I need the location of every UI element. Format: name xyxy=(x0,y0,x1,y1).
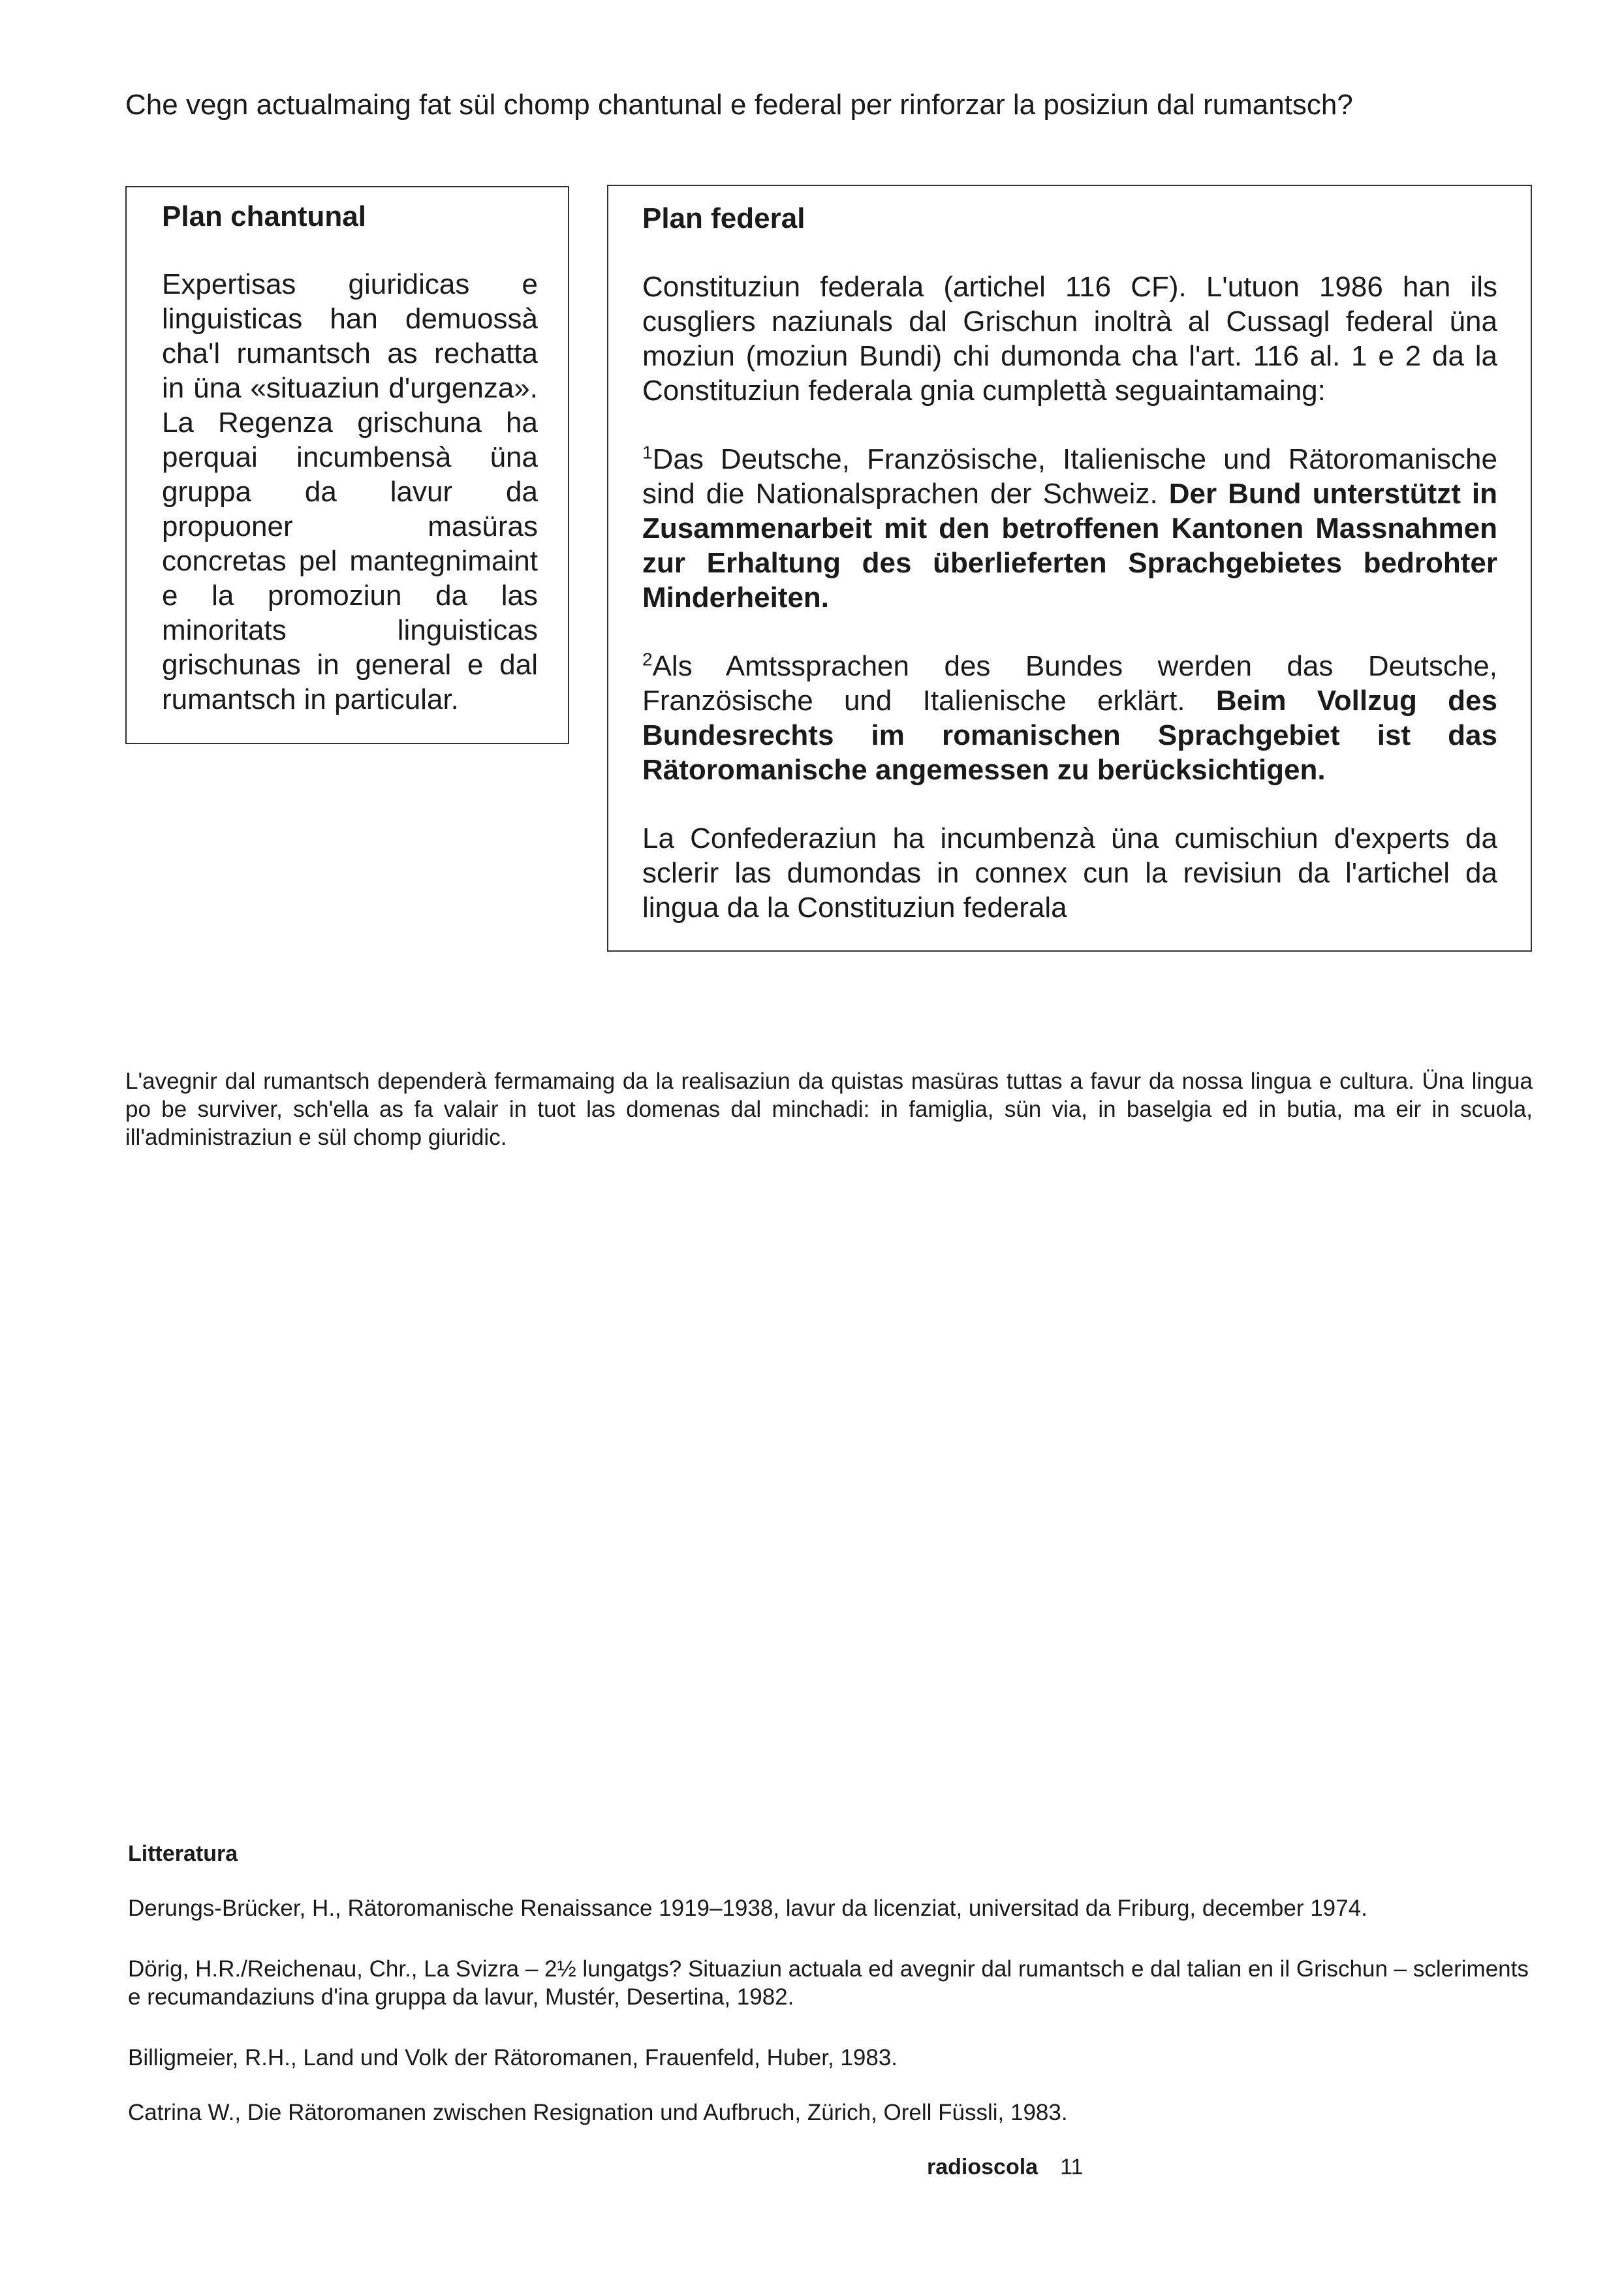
page-footer xyxy=(927,2153,1083,2181)
plan-chantunal-text: Expertisas giuridicas e linguisticas han demuossà cha'l rumantsch as rechatta in üna «situaziun d'urgenza». La Regenza grischuna ha perquai incumbensà üna gruppa da lavur da propuoner masüras concretas pel mantegnimaint e la promoziun da las minoritats linguisticas grischunas in general e dal rumantsch in particular. xyxy=(162,268,538,715)
footnote-number-2: 2 xyxy=(642,649,653,670)
plan-federal-body xyxy=(642,270,1497,959)
literature-item: Billigmeier, R.H., Land und Volk der Rätoromanen, Frauenfeld, Huber, 1983. xyxy=(128,2045,898,2070)
article-paragraph-1 xyxy=(642,442,1497,615)
plan-federal-title: Plan federal xyxy=(642,202,805,234)
plan-chantunal-title: Plan chantunal xyxy=(162,200,366,232)
plan-federal-box xyxy=(607,185,1532,952)
literature-item: Catrina W., Die Rätoromanen zwischen Resignation und Aufbruch, Zürich, Orell Füssli, 1983. xyxy=(128,2100,1068,2125)
page-number: 11 xyxy=(1060,2155,1084,2179)
footnote-number-1: 1 xyxy=(642,442,653,463)
lead-question: Che vegn actualmaing fat sül chomp chantunal e federal per rinforzar la posiziun dal rumantsch? xyxy=(125,89,1353,121)
literature-heading: Litteratura xyxy=(128,1841,238,1866)
plan-federal-intro: Constituziun federala (artichel 116 CF). L'utuon 1986 han ils cusgliers naziunals dal Grischun inoltrà al Cussagl federal üna moziun (moziun Bundi) chi dumonda cha l'art. 116 al. 1 e 2 da la Constituziun federala gnia cumplettà seguaintamaing: xyxy=(642,271,1497,407)
footer-brand: radioscola xyxy=(927,2155,1038,2179)
article-paragraph-2 xyxy=(642,649,1497,787)
article-paragraph-1-bold: Der Bund unterstützt in Zusammenarbeit mit den betroffenen Kantonen Massnahmen zur Erhaltung des überlieferten Sprachgebietes bedrohter Minderheiten. xyxy=(642,478,1498,614)
article-paragraph-1-plain: Das Deutsche, Französische, Italienische und Rätoromanische sind die Nationalsprachen der Schweiz. xyxy=(642,443,1497,510)
plan-chantunal-box xyxy=(125,186,569,744)
article-paragraph-2-bold: Beim Vollzug des Bundesrechts im romanischen Sprachgebiet ist das Rätoromanische angemessen zu berücksichtigen. xyxy=(642,685,1497,786)
literature-item: Derungs-Brücker, H., Rätoromanische Renaissance 1919–1938, lavur da licenziat, universitad da Friburg, december 1974. xyxy=(128,1896,1367,1921)
article-paragraph-2-plain: Als Amtssprachen des Bundes werden das Deutsche, Französische und Italienische erklärt. xyxy=(642,650,1497,717)
plan-federal-outro: La Confederaziun ha incumbenzà üna cumischiun d'experts da sclerir las dumondas in connex cun la revisiun da l'artichel da lingua da la Constituziun federala xyxy=(642,822,1497,924)
outlook-paragraph: L'avegnir dal rumantsch dependerà fermamaing da la realisaziun da quistas masüras tuttas a favur da nossa lingua e cultura. Üna lingua po be surviver, sch'ella as fa valair in tuot las domenas dal minchadi: in famiglia, sün via, in baselgia ed in butia, ma eir in scuola, ill'administraziun e sül chomp giuridic. xyxy=(125,1069,1533,1150)
literature-item: Dörig, H.R./Reichenau, Chr., La Svizra – 2½ lungatgs? Situaziun actuala ed avegnir dal rumantsch e dal talian en il Grischun – scleriments e recumandaziuns d'ina gruppa da lavur, Mustér, Desertina, 1982. xyxy=(128,1956,1529,2010)
